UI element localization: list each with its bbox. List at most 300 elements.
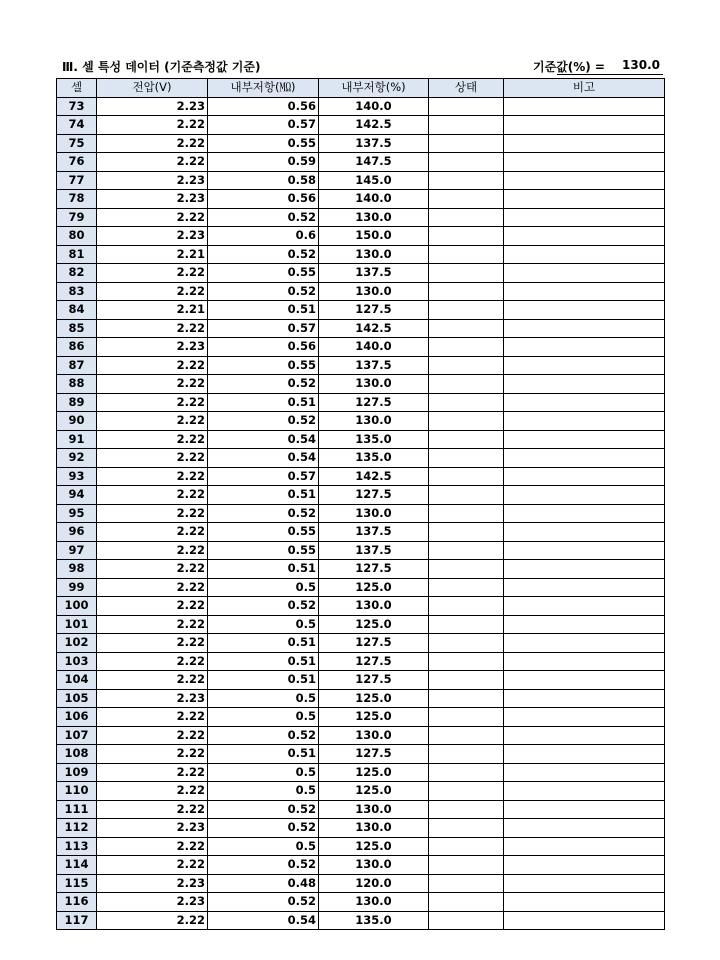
voltage-value: 2.22 — [97, 449, 208, 468]
resistance-value: 0.51 — [208, 652, 319, 671]
resistance-value: 0.59 — [208, 153, 319, 172]
resistance-percent-value: 127.5 — [319, 301, 429, 320]
cell-number: 98 — [57, 560, 97, 579]
status-value — [429, 597, 504, 616]
table-row — [57, 504, 665, 523]
cell-number: 73 — [57, 97, 97, 116]
table-row — [57, 116, 665, 135]
remarks-value — [504, 726, 665, 745]
table-row — [57, 874, 665, 893]
resistance-percent-value: 127.5 — [319, 745, 429, 764]
cell-number: 93 — [57, 467, 97, 486]
cell-number: 87 — [57, 356, 97, 375]
remarks-value — [504, 153, 665, 172]
voltage-value: 2.22 — [97, 134, 208, 153]
remarks-value — [504, 449, 665, 468]
resistance-value: 0.54 — [208, 911, 319, 930]
resistance-value: 0.55 — [208, 523, 319, 542]
cell-number: 103 — [57, 652, 97, 671]
table-row — [57, 338, 665, 357]
resistance-percent-value: 120.0 — [319, 874, 429, 893]
cell-number: 81 — [57, 245, 97, 264]
status-value — [429, 356, 504, 375]
voltage-value: 2.22 — [97, 430, 208, 449]
remarks-value — [504, 578, 665, 597]
resistance-percent-value: 130.0 — [319, 282, 429, 301]
resistance-percent-value: 137.5 — [319, 264, 429, 283]
remarks-value — [504, 745, 665, 764]
table-row — [57, 560, 665, 579]
voltage-value: 2.22 — [97, 837, 208, 856]
table-row — [57, 652, 665, 671]
resistance-percent-value: 130.0 — [319, 800, 429, 819]
cell-number: 100 — [57, 597, 97, 616]
table-row — [57, 430, 665, 449]
resistance-percent-value: 137.5 — [319, 356, 429, 375]
cell-number: 79 — [57, 208, 97, 227]
resistance-percent-value: 130.0 — [319, 856, 429, 875]
table-row — [57, 708, 665, 727]
resistance-percent-value: 130.0 — [319, 819, 429, 838]
remarks-value — [504, 615, 665, 634]
resistance-value: 0.51 — [208, 301, 319, 320]
remarks-value — [504, 597, 665, 616]
cell-number: 75 — [57, 134, 97, 153]
status-value — [429, 486, 504, 505]
status-value — [429, 837, 504, 856]
status-value — [429, 856, 504, 875]
resistance-percent-value: 130.0 — [319, 375, 429, 394]
column-header-resistance: 내부저항(㏁) — [208, 79, 319, 98]
cell-number: 84 — [57, 301, 97, 320]
resistance-value: 0.51 — [208, 671, 319, 690]
status-value — [429, 97, 504, 116]
table-row — [57, 782, 665, 801]
resistance-value: 0.52 — [208, 893, 319, 912]
table-row — [57, 356, 665, 375]
cell-number: 95 — [57, 504, 97, 523]
resistance-percent-value: 127.5 — [319, 486, 429, 505]
cell-number: 101 — [57, 615, 97, 634]
cell-number: 82 — [57, 264, 97, 283]
voltage-value: 2.22 — [97, 393, 208, 412]
table-row — [57, 449, 665, 468]
table-row — [57, 763, 665, 782]
resistance-percent-value: 142.5 — [319, 116, 429, 135]
voltage-value: 2.22 — [97, 763, 208, 782]
remarks-value — [504, 671, 665, 690]
resistance-percent-value: 142.5 — [319, 467, 429, 486]
remarks-value — [504, 264, 665, 283]
remarks-value — [504, 856, 665, 875]
resistance-percent-value: 127.5 — [319, 634, 429, 653]
resistance-percent-value: 140.0 — [319, 97, 429, 116]
status-value — [429, 578, 504, 597]
voltage-value: 2.22 — [97, 671, 208, 690]
status-value — [429, 467, 504, 486]
resistance-percent-value: 135.0 — [319, 911, 429, 930]
cell-number: 91 — [57, 430, 97, 449]
voltage-value: 2.23 — [97, 338, 208, 357]
voltage-value: 2.22 — [97, 504, 208, 523]
voltage-value: 2.22 — [97, 208, 208, 227]
resistance-value: 0.51 — [208, 560, 319, 579]
table-row — [57, 375, 665, 394]
resistance-value: 0.56 — [208, 190, 319, 209]
resistance-value: 0.5 — [208, 615, 319, 634]
cell-number: 115 — [57, 874, 97, 893]
cell-number: 74 — [57, 116, 97, 135]
cell-number: 104 — [57, 671, 97, 690]
resistance-value: 0.51 — [208, 486, 319, 505]
table-row — [57, 911, 665, 930]
column-header-remarks: 비고 — [504, 79, 665, 98]
resistance-percent-value: 142.5 — [319, 319, 429, 338]
status-value — [429, 560, 504, 579]
column-header-status: 상태 — [429, 79, 504, 98]
resistance-value: 0.48 — [208, 874, 319, 893]
resistance-value: 0.51 — [208, 393, 319, 412]
resistance-value: 0.5 — [208, 708, 319, 727]
status-value — [429, 523, 504, 542]
cell-number: 88 — [57, 375, 97, 394]
resistance-percent-value: 140.0 — [319, 190, 429, 209]
voltage-value: 2.22 — [97, 856, 208, 875]
cell-number: 85 — [57, 319, 97, 338]
status-value — [429, 819, 504, 838]
voltage-value: 2.22 — [97, 282, 208, 301]
cell-number: 105 — [57, 689, 97, 708]
cell-number: 116 — [57, 893, 97, 912]
resistance-value: 0.5 — [208, 782, 319, 801]
status-value — [429, 171, 504, 190]
reference-label: 기준값(%) = — [532, 60, 605, 74]
cell-number: 78 — [57, 190, 97, 209]
cell-number: 109 — [57, 763, 97, 782]
status-value — [429, 893, 504, 912]
table-row — [57, 819, 665, 838]
resistance-value: 0.57 — [208, 467, 319, 486]
remarks-value — [504, 819, 665, 838]
status-value — [429, 504, 504, 523]
resistance-value: 0.52 — [208, 597, 319, 616]
voltage-value: 2.22 — [97, 578, 208, 597]
remarks-value — [504, 116, 665, 135]
voltage-value: 2.23 — [97, 874, 208, 893]
cell-number: 83 — [57, 282, 97, 301]
cell-number: 90 — [57, 412, 97, 431]
table-row — [57, 134, 665, 153]
voltage-value: 2.22 — [97, 634, 208, 653]
resistance-value: 0.55 — [208, 541, 319, 560]
resistance-percent-value: 130.0 — [319, 597, 429, 616]
remarks-value — [504, 504, 665, 523]
table-row — [57, 264, 665, 283]
remarks-value — [504, 800, 665, 819]
column-header-voltage: 전압(V) — [97, 79, 208, 98]
resistance-percent-value: 135.0 — [319, 449, 429, 468]
status-value — [429, 319, 504, 338]
resistance-value: 0.52 — [208, 819, 319, 838]
voltage-value: 2.22 — [97, 467, 208, 486]
resistance-percent-value: 135.0 — [319, 430, 429, 449]
resistance-value: 0.51 — [208, 634, 319, 653]
status-value — [429, 116, 504, 135]
table-body — [57, 97, 665, 930]
remarks-value — [504, 412, 665, 431]
resistance-percent-value: 127.5 — [319, 671, 429, 690]
resistance-percent-value: 125.0 — [319, 578, 429, 597]
voltage-value: 2.23 — [97, 819, 208, 838]
resistance-percent-value: 127.5 — [319, 652, 429, 671]
resistance-value: 0.5 — [208, 837, 319, 856]
remarks-value — [504, 338, 665, 357]
cell-number: 89 — [57, 393, 97, 412]
voltage-value: 2.23 — [97, 190, 208, 209]
status-value — [429, 911, 504, 930]
cell-number: 107 — [57, 726, 97, 745]
remarks-value — [504, 134, 665, 153]
remarks-value — [504, 560, 665, 579]
remarks-value — [504, 190, 665, 209]
resistance-percent-value: 130.0 — [319, 893, 429, 912]
remarks-value — [504, 763, 665, 782]
voltage-value: 2.23 — [97, 893, 208, 912]
table-row — [57, 689, 665, 708]
resistance-percent-value: 130.0 — [319, 208, 429, 227]
remarks-value — [504, 837, 665, 856]
cell-number: 92 — [57, 449, 97, 468]
status-value — [429, 449, 504, 468]
cell-number: 114 — [57, 856, 97, 875]
resistance-value: 0.58 — [208, 171, 319, 190]
status-value — [429, 671, 504, 690]
table-row — [57, 726, 665, 745]
resistance-percent-value: 147.5 — [319, 153, 429, 172]
resistance-value: 0.52 — [208, 800, 319, 819]
cell-number: 112 — [57, 819, 97, 838]
resistance-percent-value: 130.0 — [319, 412, 429, 431]
table-row — [57, 634, 665, 653]
status-value — [429, 190, 504, 209]
voltage-value: 2.22 — [97, 319, 208, 338]
voltage-value: 2.22 — [97, 560, 208, 579]
remarks-value — [504, 782, 665, 801]
cell-number: 113 — [57, 837, 97, 856]
cell-number: 110 — [57, 782, 97, 801]
section-title: Ⅲ. 셀 특성 데이터 (기준측정값 기준) — [62, 60, 261, 74]
resistance-value: 0.52 — [208, 856, 319, 875]
voltage-value: 2.22 — [97, 541, 208, 560]
table-row — [57, 190, 665, 209]
cell-number: 111 — [57, 800, 97, 819]
cell-number: 80 — [57, 227, 97, 246]
status-value — [429, 375, 504, 394]
voltage-value: 2.23 — [97, 171, 208, 190]
resistance-value: 0.52 — [208, 726, 319, 745]
resistance-value: 0.54 — [208, 430, 319, 449]
voltage-value: 2.22 — [97, 800, 208, 819]
status-value — [429, 541, 504, 560]
status-value — [429, 282, 504, 301]
resistance-value: 0.52 — [208, 375, 319, 394]
table-row — [57, 523, 665, 542]
status-value — [429, 412, 504, 431]
resistance-percent-value: 137.5 — [319, 541, 429, 560]
resistance-percent-value: 127.5 — [319, 393, 429, 412]
table-row — [57, 615, 665, 634]
resistance-value: 0.57 — [208, 319, 319, 338]
resistance-value: 0.52 — [208, 208, 319, 227]
status-value — [429, 763, 504, 782]
voltage-value: 2.22 — [97, 153, 208, 172]
resistance-value: 0.55 — [208, 264, 319, 283]
status-value — [429, 652, 504, 671]
cell-number: 86 — [57, 338, 97, 357]
voltage-value: 2.22 — [97, 782, 208, 801]
status-value — [429, 153, 504, 172]
resistance-percent-value: 125.0 — [319, 837, 429, 856]
remarks-value — [504, 393, 665, 412]
resistance-value: 0.54 — [208, 449, 319, 468]
remarks-value — [504, 634, 665, 653]
status-value — [429, 393, 504, 412]
table-row — [57, 467, 665, 486]
status-value — [429, 208, 504, 227]
voltage-value: 2.22 — [97, 116, 208, 135]
remarks-value — [504, 541, 665, 560]
status-value — [429, 301, 504, 320]
voltage-value: 2.22 — [97, 597, 208, 616]
table-row — [57, 893, 665, 912]
voltage-value: 2.22 — [97, 726, 208, 745]
cell-number: 96 — [57, 523, 97, 542]
remarks-value — [504, 171, 665, 190]
table-row — [57, 745, 665, 764]
table-row — [57, 97, 665, 116]
resistance-percent-value: 125.0 — [319, 615, 429, 634]
resistance-value: 0.55 — [208, 134, 319, 153]
remarks-value — [504, 652, 665, 671]
voltage-value: 2.22 — [97, 911, 208, 930]
status-value — [429, 634, 504, 653]
remarks-value — [504, 282, 665, 301]
cell-number: 99 — [57, 578, 97, 597]
resistance-percent-value: 140.0 — [319, 338, 429, 357]
table-row — [57, 171, 665, 190]
status-value — [429, 338, 504, 357]
cell-number: 108 — [57, 745, 97, 764]
status-value — [429, 874, 504, 893]
remarks-value — [504, 375, 665, 394]
table-row — [57, 486, 665, 505]
resistance-percent-value: 127.5 — [319, 560, 429, 579]
status-value — [429, 782, 504, 801]
table-row — [57, 319, 665, 338]
table-row — [57, 393, 665, 412]
cell-number: 102 — [57, 634, 97, 653]
remarks-value — [504, 486, 665, 505]
status-value — [429, 745, 504, 764]
resistance-percent-value: 125.0 — [319, 763, 429, 782]
voltage-value: 2.23 — [97, 227, 208, 246]
remarks-value — [504, 245, 665, 264]
voltage-value: 2.22 — [97, 745, 208, 764]
voltage-value: 2.21 — [97, 301, 208, 320]
table-row — [57, 208, 665, 227]
resistance-value: 0.57 — [208, 116, 319, 135]
remarks-value — [504, 874, 665, 893]
cell-number: 117 — [57, 911, 97, 930]
table-row — [57, 800, 665, 819]
table-row — [57, 597, 665, 616]
voltage-value: 2.22 — [97, 615, 208, 634]
remarks-value — [504, 356, 665, 375]
remarks-value — [504, 911, 665, 930]
table-row — [57, 837, 665, 856]
remarks-value — [504, 467, 665, 486]
table-header-row — [57, 79, 665, 98]
resistance-value: 0.51 — [208, 745, 319, 764]
resistance-percent-value: 137.5 — [319, 523, 429, 542]
status-value — [429, 615, 504, 634]
voltage-value: 2.22 — [97, 486, 208, 505]
cell-number: 76 — [57, 153, 97, 172]
remarks-value — [504, 227, 665, 246]
voltage-value: 2.21 — [97, 245, 208, 264]
resistance-percent-value: 125.0 — [319, 782, 429, 801]
cell-number: 77 — [57, 171, 97, 190]
column-header-cell: 셀 — [57, 79, 97, 98]
resistance-value: 0.52 — [208, 245, 319, 264]
status-value — [429, 134, 504, 153]
status-value — [429, 708, 504, 727]
remarks-value — [504, 708, 665, 727]
cell-number: 106 — [57, 708, 97, 727]
resistance-percent-value: 125.0 — [319, 689, 429, 708]
remarks-value — [504, 523, 665, 542]
column-header-resistance-percent: 내부저항(%) — [319, 79, 429, 98]
resistance-value: 0.52 — [208, 282, 319, 301]
table-row — [57, 412, 665, 431]
status-value — [429, 726, 504, 745]
table-row — [57, 245, 665, 264]
cell-data-table — [56, 78, 665, 930]
table-row — [57, 227, 665, 246]
status-value — [429, 430, 504, 449]
resistance-percent-value: 130.0 — [319, 504, 429, 523]
table-row — [57, 301, 665, 320]
status-value — [429, 689, 504, 708]
resistance-value: 0.52 — [208, 412, 319, 431]
voltage-value: 2.23 — [97, 97, 208, 116]
table-row — [57, 153, 665, 172]
reference-underline — [557, 74, 663, 75]
resistance-percent-value: 130.0 — [319, 245, 429, 264]
voltage-value: 2.22 — [97, 652, 208, 671]
resistance-value: 0.56 — [208, 338, 319, 357]
status-value — [429, 800, 504, 819]
table-row — [57, 541, 665, 560]
remarks-value — [504, 301, 665, 320]
resistance-value: 0.5 — [208, 763, 319, 782]
voltage-value: 2.22 — [97, 264, 208, 283]
resistance-value: 0.5 — [208, 578, 319, 597]
resistance-percent-value: 130.0 — [319, 726, 429, 745]
remarks-value — [504, 319, 665, 338]
resistance-percent-value: 150.0 — [319, 227, 429, 246]
resistance-value: 0.56 — [208, 97, 319, 116]
